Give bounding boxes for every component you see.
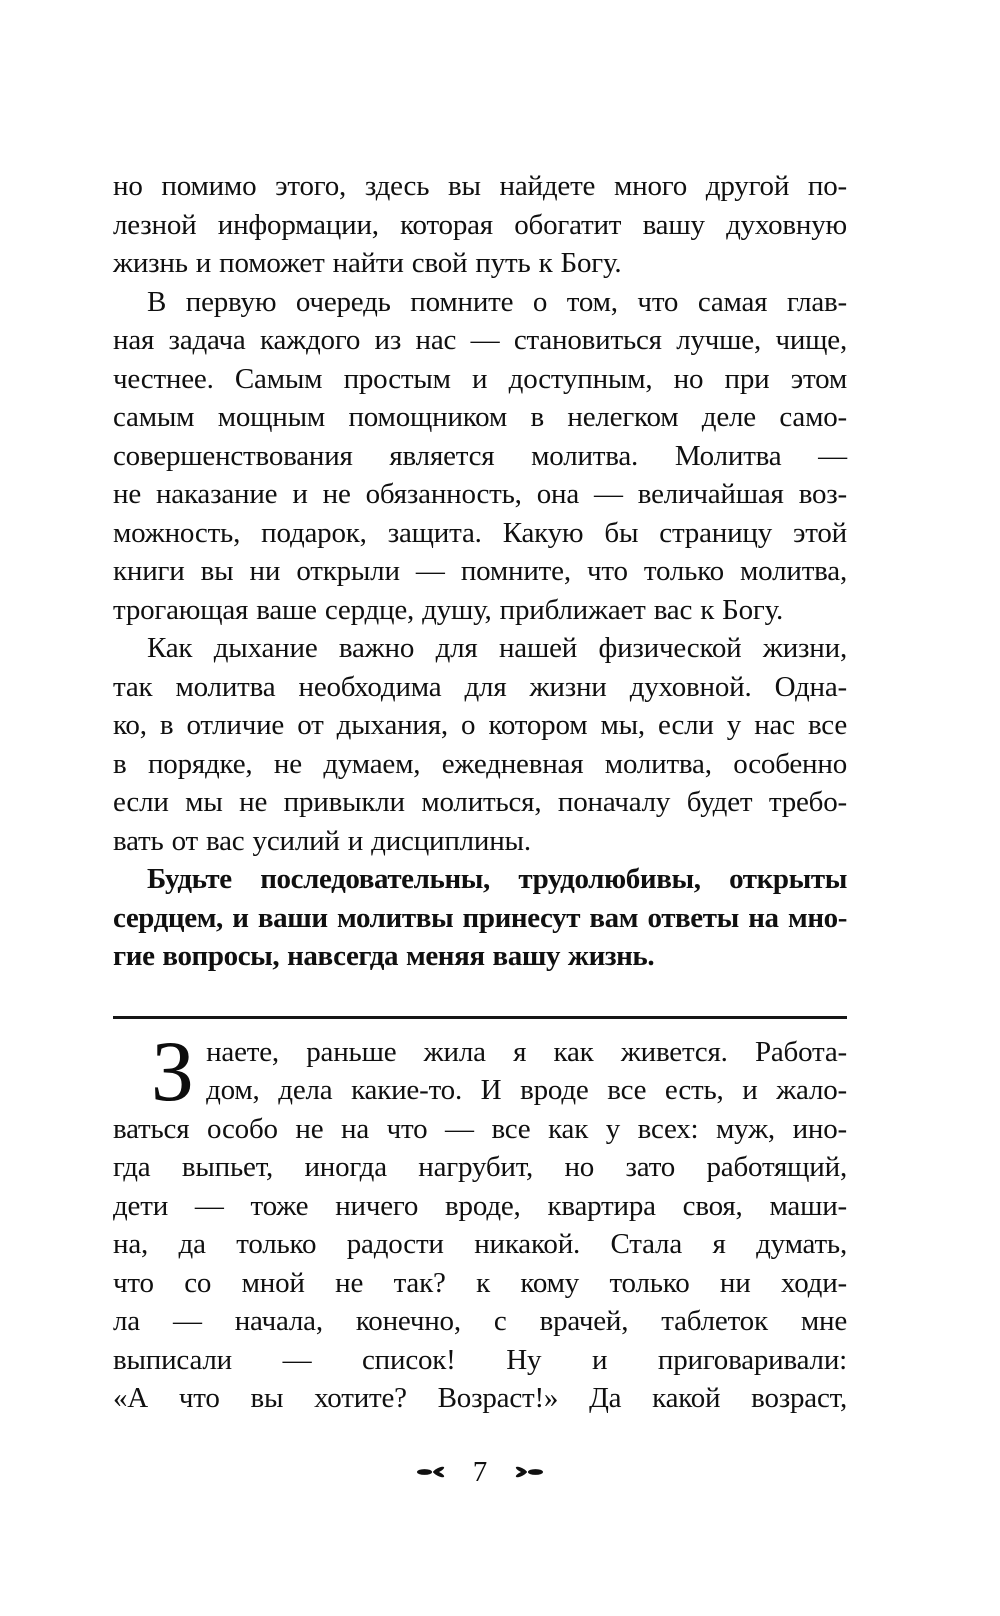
- text-line: на, да только радости никакой. Стала я думать,: [113, 1228, 847, 1260]
- text-line: но помимо этого, здесь вы найдете много другой по-: [113, 170, 847, 202]
- text-line: дети — тоже ничего вроде, квартира своя, маши-: [113, 1189, 847, 1222]
- text-line: трогающая ваше сердце, душу, приближает вас к Богу.: [113, 593, 784, 626]
- drop-cap-letter: З: [151, 1022, 195, 1119]
- text-line: гие вопросы, навсегда меняя вашу жизнь.: [113, 940, 655, 972]
- text-line: можность, подарок, защита. Какую бы страницу этой: [113, 516, 847, 549]
- text-line: лезной информации, которая обогатит вашу духовную: [113, 208, 847, 241]
- text-line: книги вы ни открыли — помните, что только молитва,: [113, 555, 847, 587]
- text-line: ваться особо не на что — все как у всех: муж, ино-: [113, 1112, 847, 1145]
- paragraph: [113, 283, 847, 630]
- text-line: не наказание и не обязанность, она — величайшая воз-: [113, 478, 847, 510]
- text-line: самым мощным помощником в нелегком деле само-: [113, 401, 847, 433]
- paragraph: [113, 167, 847, 283]
- text-line: сердцем, и ваши молитвы принесут вам ответы на мно-: [113, 901, 847, 934]
- fleuron-right-icon: [511, 1465, 543, 1479]
- section-story: [113, 1022, 847, 1418]
- text-line: вать от вас усилий и дисциплины.: [113, 824, 531, 857]
- text-line: так молитва необходима для жизни духовной. Одна-: [113, 670, 847, 703]
- text-line: жизнь и поможет найти свой путь к Богу.: [113, 247, 622, 279]
- text-line: В первую очередь помните о том, что самая глав-: [147, 285, 847, 318]
- page-footer: [113, 1455, 847, 1488]
- text-line: совершенствования является молитва. Молитва —: [113, 439, 847, 472]
- text-line: ная задача каждого из нас — становиться лучше, чище,: [113, 324, 847, 356]
- text-line: в порядке, не думаем, ежедневная молитва, особенно: [113, 747, 847, 780]
- text-line: ла — начала, конечно, с врачей, таблеток мне: [113, 1305, 847, 1337]
- text-line: гда выпьет, иногда нагрубит, но зато работящий,: [113, 1151, 847, 1183]
- paragraph: [113, 860, 847, 976]
- text-line: Как дыхание важно для нашей физической жизни,: [147, 632, 847, 664]
- text-line: «А что вы хотите? Возраст!» Да какой возраст,: [113, 1382, 847, 1414]
- paragraph: [113, 629, 847, 860]
- text-line: ко, в отличие от дыхания, о котором мы, если у нас все: [113, 709, 847, 741]
- paragraph: [113, 1022, 847, 1418]
- text-line: дом, дела какие-то. И вроде все есть, и жало-: [206, 1074, 847, 1106]
- section-intro: [113, 167, 847, 976]
- page-number: 7: [472, 1455, 488, 1488]
- text-line: что со мной не так? к кому только ни ходи-: [113, 1266, 847, 1299]
- text-line: Будьте последовательны, трудолюбивы, открыты: [147, 863, 847, 895]
- text-line: честнее. Самым простым и доступным, но при этом: [113, 362, 847, 395]
- text-line: выписали — список! Ну и приговаривали:: [113, 1343, 847, 1376]
- text-line: если мы не привыкли молиться, поначалу будет требо-: [113, 786, 847, 818]
- section-divider: [113, 1016, 847, 1019]
- text-line: наете, раньше жила я как живется. Работа-: [206, 1035, 847, 1068]
- fleuron-left-icon: [417, 1465, 449, 1479]
- page-text-block: [113, 167, 847, 1418]
